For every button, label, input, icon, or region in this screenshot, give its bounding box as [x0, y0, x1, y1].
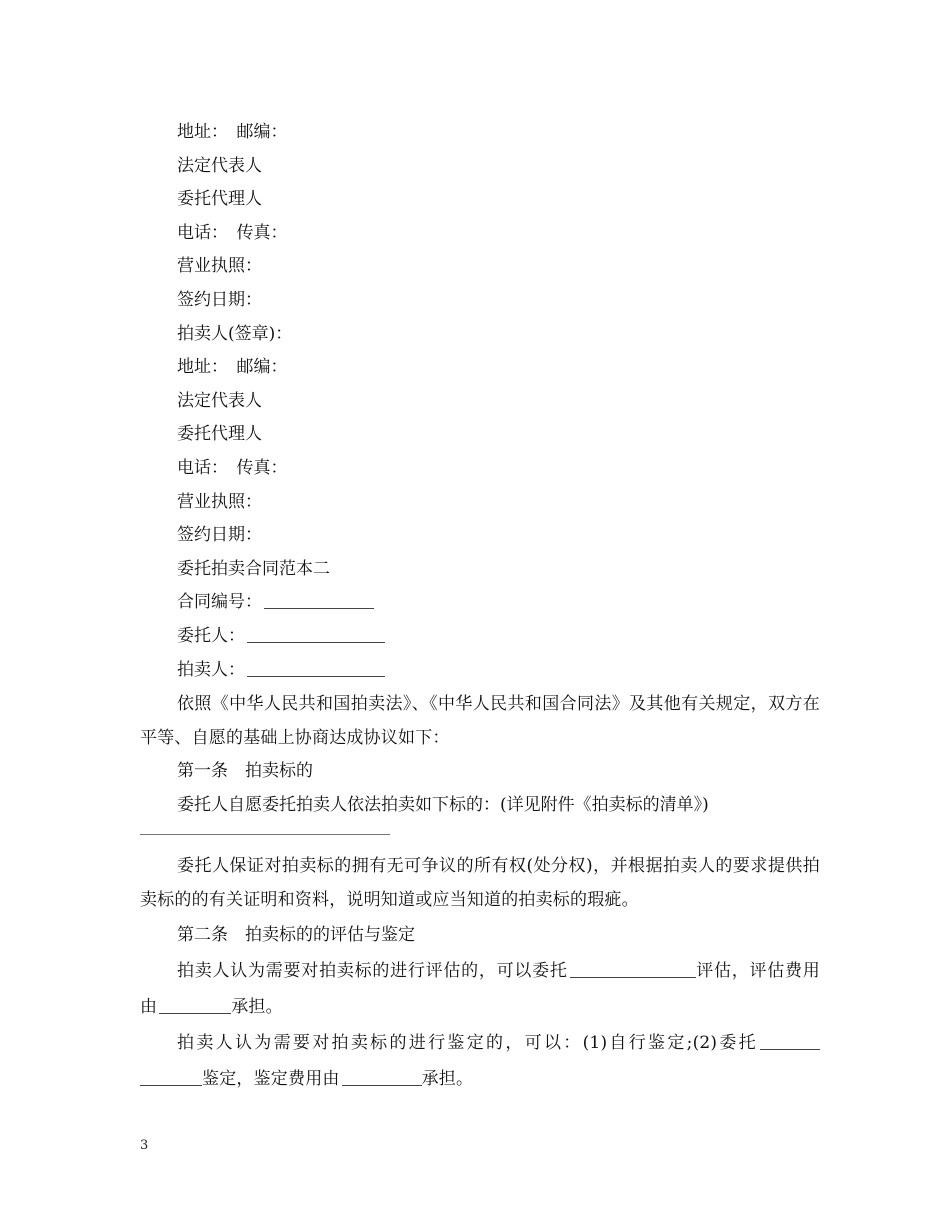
sample-title: 委托拍卖合同范本二: [177, 558, 330, 579]
document-body: [140, 116, 820, 1097]
article1-clause1: 委托人自愿委托拍卖人依法拍卖如下标的：(详见附件《拍卖标的清单》): [177, 794, 709, 815]
party2-legal-rep: 法定代表人: [177, 390, 262, 411]
party1-sign-date: 签约日期：: [177, 289, 262, 310]
evaluation-text-2: 评估，评估费用由: [140, 960, 820, 1017]
article1-title: 第一条 拍卖标的: [177, 761, 313, 782]
party2-sign-date: 签约日期：: [177, 525, 262, 546]
consignor-blank: [247, 624, 385, 643]
party2-phone-fax: 电话： 传真：: [177, 457, 288, 478]
article1-clause2: 委托人保证对拍卖标的拥有无可争议的所有权(处分权)，并根据拍卖人的要求提供拍卖标的的有关证明和资料，说明知道或应当知道的拍卖标的瑕疵。: [140, 856, 820, 911]
party2-address: 地址： 邮编：: [177, 357, 288, 378]
contract-number-row: [140, 586, 820, 620]
auctioneer-blank: [247, 658, 385, 677]
party2-license: 营业执照：: [177, 491, 262, 512]
evaluation-fee-payer-blank: [159, 995, 231, 1014]
evaluator-blank: [570, 959, 696, 978]
auctioneer-signature: 拍卖人(签章)：: [177, 323, 293, 344]
contract-number-blank: [264, 590, 374, 609]
auctioneer-row: [140, 654, 820, 688]
appraiser-blank-line2: [140, 1067, 202, 1086]
evaluation-text-3: 承担。: [231, 996, 283, 1017]
appraisal-text-1: 拍卖人认为需要对拍卖标的进行鉴定的，可以：(1)自行鉴定;(2)委托: [177, 1032, 758, 1053]
party1-phone-fax: 电话： 传真：: [177, 222, 288, 243]
consignor-label: 委托人：: [177, 625, 245, 646]
party2-agent: 委托代理人: [177, 424, 262, 445]
article2-appraisal-paragraph: [140, 1025, 820, 1097]
consignor-row: [140, 620, 820, 654]
article2-title: 第二条 拍卖标的的评估与鉴定: [177, 925, 415, 946]
contract-number-label: 合同编号：: [177, 592, 262, 613]
party1-address: 地址： 邮编：: [177, 122, 288, 142]
auctioneer-label: 拍卖人：: [177, 659, 245, 680]
party1-license: 营业执照：: [177, 256, 262, 277]
appraisal-text-3: 承担。: [421, 1068, 474, 1089]
appraisal-text-2: 鉴定，鉴定费用由: [202, 1068, 340, 1089]
appraisal-fee-payer-blank: [342, 1067, 422, 1086]
page-number: 3: [140, 1138, 149, 1153]
party1-agent: 委托代理人: [177, 189, 262, 210]
preamble-paragraph: 依照《中华人民共和国拍卖法》、《中华人民共和国合同法》及其他有关规定，双方在平等、自愿的基础上协商达成协议如下：: [140, 694, 820, 749]
appraiser-blank-line1: [760, 1031, 820, 1050]
article1-blank-rule: [140, 834, 390, 835]
evaluation-text-1: 拍卖人认为需要对拍卖标的进行评估的，可以委托: [177, 960, 568, 981]
party1-legal-rep: 法定代表人: [177, 155, 262, 176]
article2-evaluation-paragraph: [140, 953, 820, 1025]
